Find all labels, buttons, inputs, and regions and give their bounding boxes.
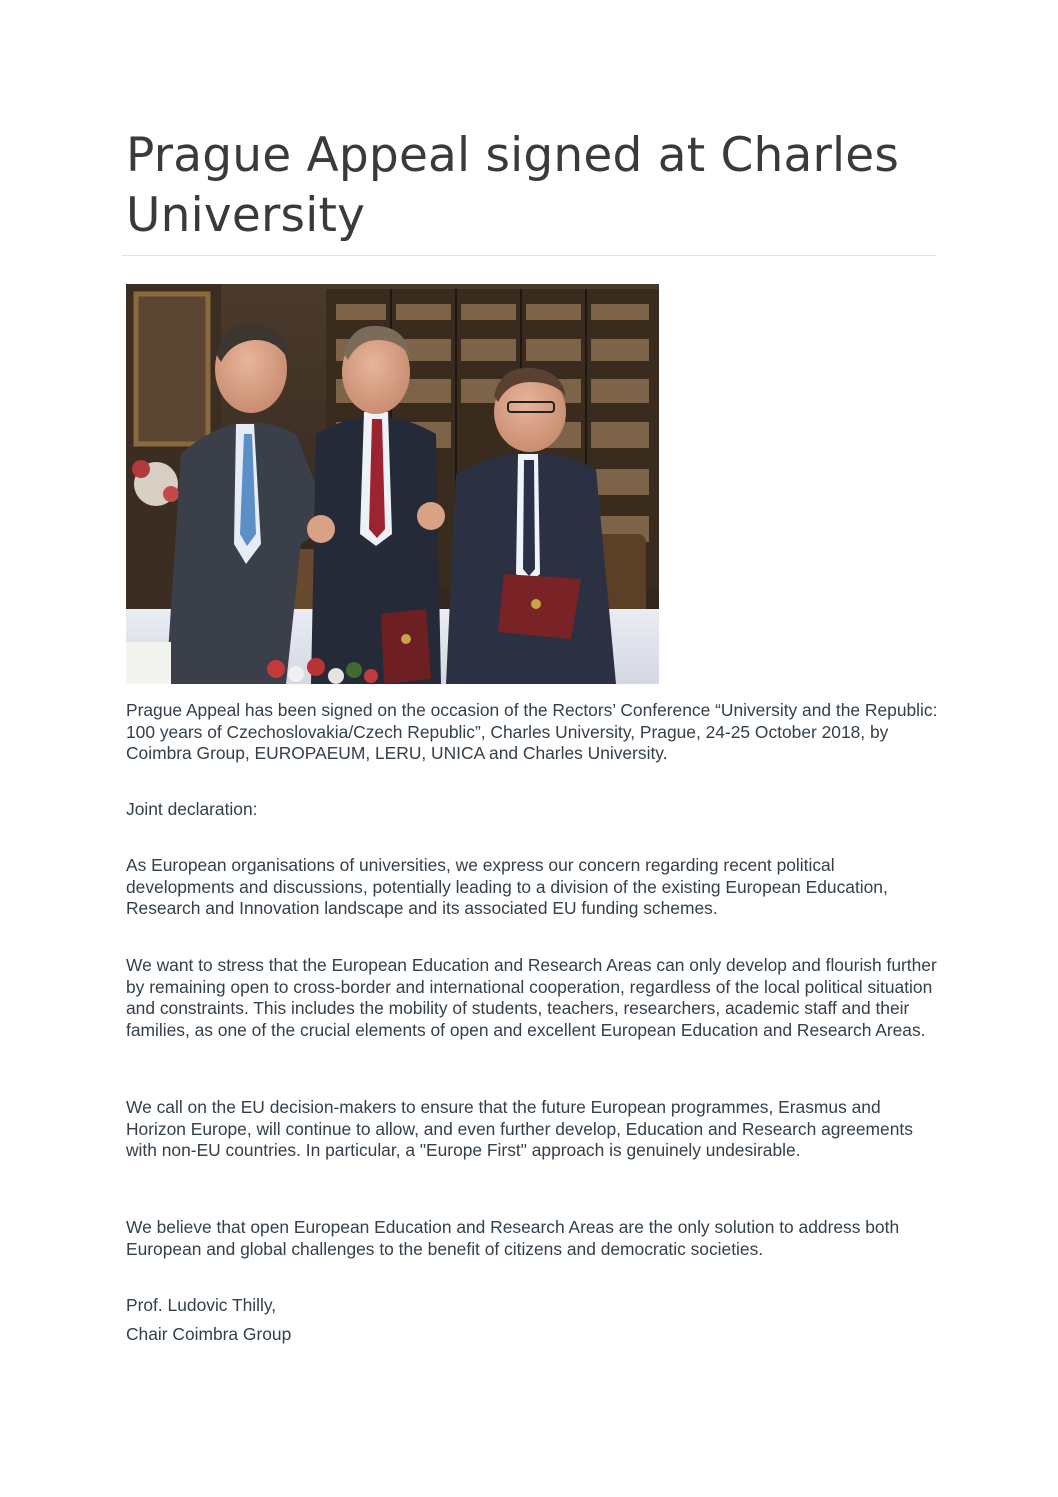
belief-paragraph: We believe that open European Education and Research Areas are the only solution to address both European and global challenges to the benefit of citizens and democratic societies.: [126, 1217, 900, 1259]
intro-paragraph: Prague Appeal has been signed on the occasion of the Rectors’ Conference “University and the Republic: 100 years of Czechoslovakia/Czech Republic”, Charles University, Prague, 24-25 October 2018, by Coimbra Group, EUROPAEUM, LERU, UNICA and Charles University.: [126, 700, 938, 763]
signatory-name: Prof. Ludovic Thilly,: [126, 1295, 277, 1315]
title-divider: [122, 255, 936, 256]
stress-paragraph: We want to stress that the European Education and Research Areas can only develop and flourish further by remaining open to cross-border and international cooperation, regardless of the local political situation and constraints. This includes the mobility of students, teachers, researchers, academic staff and their families, as one of the crucial elements of open and excellent European Education and Research Areas.: [126, 955, 937, 1040]
page-title: Prague Appeal signed at Charles University: [126, 128, 900, 243]
call-paragraph: We call on the EU decision-makers to ensure that the future European programmes, Erasmus and Horizon Europe, will continue to allow, and even further develop, Education and Research agreements with non-EU countries. In particular, a "Europe First" approach is genuinely undesirable.: [126, 1097, 913, 1160]
signatory-role: Chair Coimbra Group: [126, 1324, 292, 1344]
joint-declaration-heading: Joint declaration:: [126, 799, 258, 819]
signing-ceremony-photo: [126, 284, 659, 684]
concern-paragraph: As European organisations of universities, we express our concern regarding recent political developments and discussions, potentially leading to a division of the existing European Education, Research and Innovation landscape and its associated EU funding schemes.: [126, 855, 888, 918]
